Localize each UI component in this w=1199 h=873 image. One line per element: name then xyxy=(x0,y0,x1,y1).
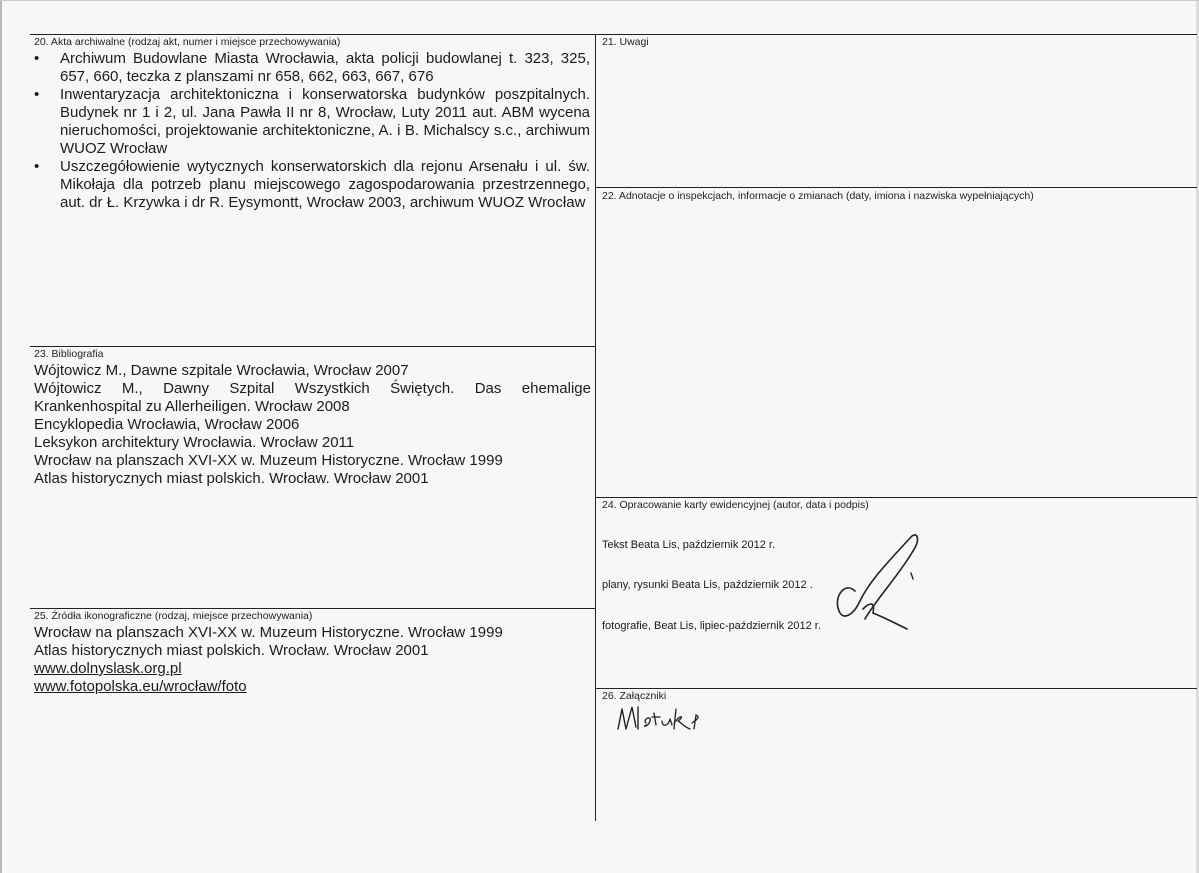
bibliography-entry: Encyklopedia Wrocławia, Wrocław 2006 xyxy=(34,416,300,433)
fotopolska-link[interactable]: www.fotopolska.eu/wrocław/foto xyxy=(34,678,247,695)
section-bibliography xyxy=(34,348,591,488)
iconographic-sources-list xyxy=(34,624,591,696)
bibliography-entry: Wrocław na planszach XVI-XX w. Muzeum Historyczne. Wrocław 1999 xyxy=(34,452,503,469)
section-25-caption: 25. Źródła ikonograficzne (rodzaj, miejsce przechowywania) xyxy=(34,610,313,622)
archival-records-list xyxy=(34,50,590,212)
list-item: • Uszczegółowienie wytycznych konserwatorskich dla rejonu Arsenału i ul. św. Mikołaja dla potrzeb planu miejscowego zagospodarowania przestrzennego, aut. dr Ł. Krzywka i dr R. Eysymontt, Wrocław 2003, archiwum WUOZ Wrocław xyxy=(34,158,590,212)
section-card-preparation xyxy=(602,499,1192,632)
bibliography-list xyxy=(34,362,591,488)
source-entry: Atlas historycznych miast polskich. Wrocław. Wrocław 2001 xyxy=(34,642,429,659)
bibliography-entry-continued: Krankenhospital zu Allerheiligen. Wrocław 2008 xyxy=(34,398,350,415)
source-entry: Wrocław na planszach XVI-XX w. Muzeum Historyczne. Wrocław 1999 xyxy=(34,624,503,641)
top-rule xyxy=(30,34,1197,35)
section-iconographic-sources xyxy=(34,610,591,696)
dolnyslask-link[interactable]: www.dolnyslask.org.pl xyxy=(34,660,182,677)
bibliography-entry: Atlas historycznych miast polskich. Wrocław. Wrocław 2001 xyxy=(34,470,429,487)
section-20-caption: 20. Akta archiwalne (rodzaj akt, numer i miejsce przechowywania) xyxy=(34,36,341,48)
rule-section-25 xyxy=(30,608,595,609)
bibliography-entry: Wójtowicz M., Dawne szpitale Wrocławia, Wrocław 2007 xyxy=(34,362,409,379)
author-photos-line: fotografie, Beat Lis, lipiec-październik 2012 r. xyxy=(602,620,821,632)
section-22-caption: 22. Adnotacje o inspekcjach, informacje o zmianach (daty, imiona i nazwiska wypełniających) xyxy=(602,190,1034,202)
section-23-caption: 23. Bibliografia xyxy=(34,348,104,360)
section-inspection-notes xyxy=(602,190,1034,202)
list-item: • Archiwum Budowlane Miasta Wrocławia, akta policji budowlanej t. 323, 325, 657, 660, teczka z planszami nr 658, 662, 663, 667, 676 xyxy=(34,50,590,86)
section-26-caption: 26. Załączniki xyxy=(602,690,667,702)
section-21-caption: 21. Uwagi xyxy=(602,36,649,48)
scan-edge-left xyxy=(0,1,2,873)
section-remarks xyxy=(602,36,649,48)
rule-section-24 xyxy=(595,497,1197,498)
rule-section-26 xyxy=(595,688,1197,689)
center-divider xyxy=(595,34,596,821)
list-item: • Inwentaryzacja architektoniczna i konserwatorska budynków poszpitalnych. Budynek nr 1 i 2, ul. Jana Pawła II nr 8, Wrocław, Luty 2011 aut. ABM wycena nieruchomości, projektowanie architektoniczne, A. i B. Michalscy s.c., archiwum WUOZ Wrocław xyxy=(34,86,590,158)
section-archival-records xyxy=(34,36,590,212)
rule-section-23 xyxy=(30,346,595,347)
section-24-caption: 24. Opracowanie karty ewidencyjnej (autor, data i podpis) xyxy=(602,499,869,511)
bibliography-entry: Wójtowicz M., Dawny Szpital Wszystkich Świętych. Das ehemalige xyxy=(34,380,591,397)
signature-image xyxy=(825,531,925,635)
bibliography-entry: Leksykon architektury Wrocławia. Wrocław 2011 xyxy=(34,434,355,451)
handwritten-attachments-count xyxy=(612,701,708,735)
rule-section-22 xyxy=(595,187,1197,188)
author-text-line: Tekst Beata Lis, październik 2012 r. xyxy=(602,539,776,551)
author-drawings-line: plany, rysunki Beata Lis, październik 2012 . xyxy=(602,579,813,591)
